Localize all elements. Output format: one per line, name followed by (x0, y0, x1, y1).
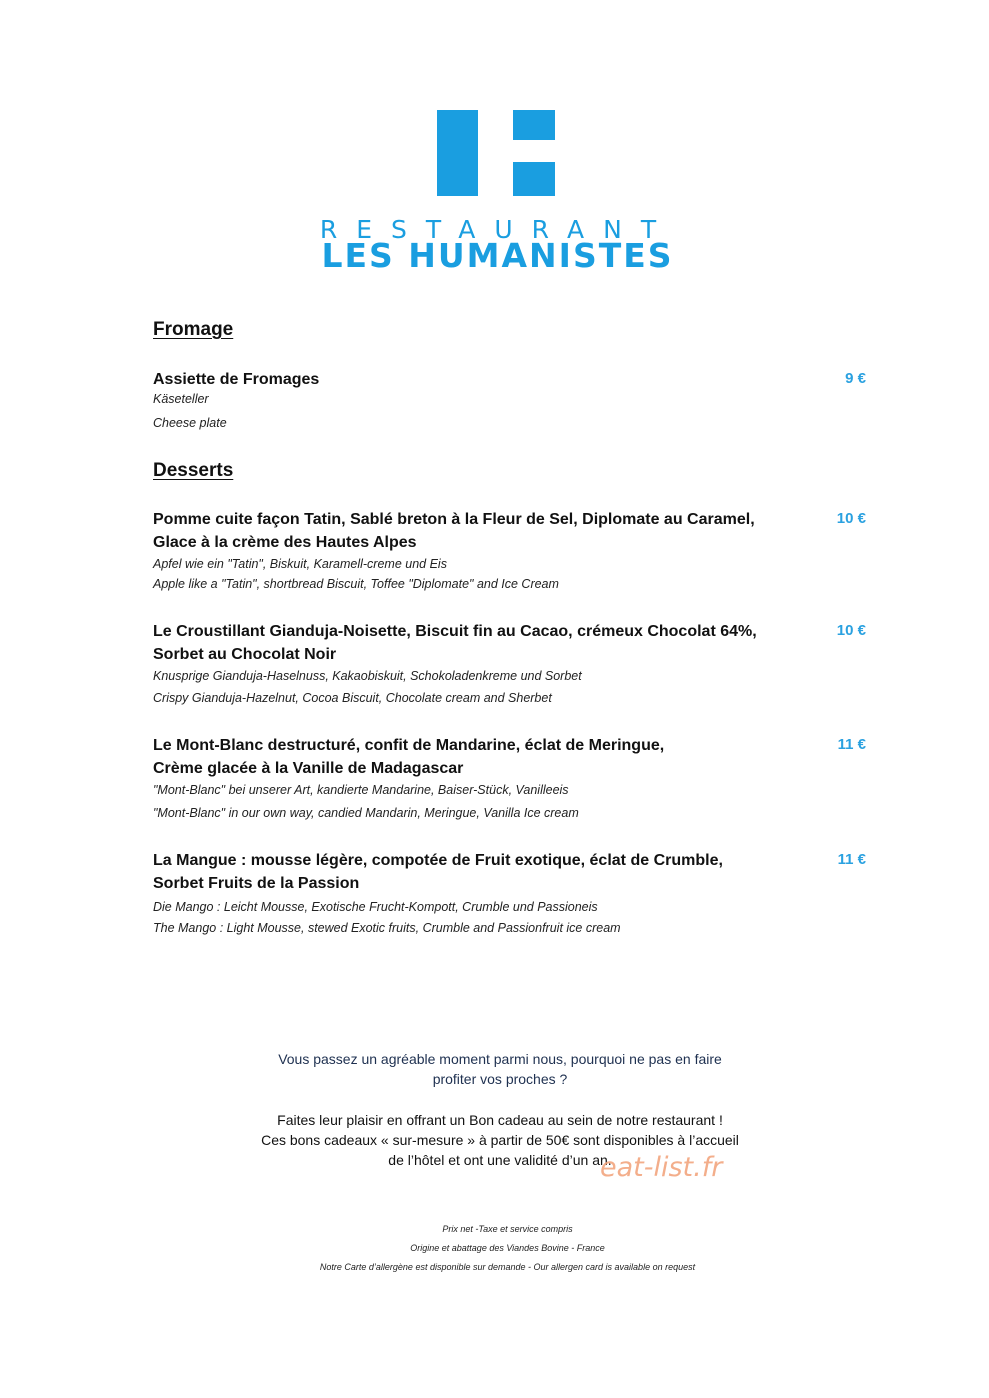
section-title-desserts: Desserts (153, 460, 234, 481)
dish-name (153, 849, 793, 895)
gift-invitation-line: profiter vos proches ? (432, 1071, 568, 1087)
dish-translation-de: Käseteller (153, 392, 209, 406)
logo-h-icon (437, 110, 555, 196)
dish-name (153, 620, 793, 666)
dish-name-line: Pomme cuite façon Tatin, Sablé breton à la Fleur de Sel, Diplomate au Caramel, (153, 511, 755, 528)
dish-translation-en: The Mango : Light Mousse, stewed Exotic fruits, Crumble and Passionfruit ice cream (153, 921, 621, 935)
legal-allergen-note: Notre Carte d’allergène est disponible sur demande - Our allergen card is available on request (319, 1262, 696, 1272)
gift-card-line: Ces bons cadeaux « sur-mesure » à partir de 50€ sont disponibles à l’accueil (261, 1132, 739, 1148)
dish-translation-en: "Mont-Blanc" in our own way, candied Mandarin, Meringue, Vanilla Ice cream (153, 806, 579, 820)
brand-line-name: LES HUMANISTES (321, 236, 674, 275)
dish-translation-en: Cheese plate (153, 416, 227, 430)
gift-card-line: de l’hôtel et ont une validité d’un an. (388, 1152, 612, 1168)
gift-card-line: Faites leur plaisir en offrant un Bon cadeau au sein de notre restaurant ! (277, 1112, 723, 1128)
dish-price: 11 € (837, 736, 866, 753)
dish-name-line: Le Croustillant Gianduja-Noisette, Biscuit fin au Cacao, crémeux Chocolat 64%, (153, 623, 757, 640)
legal-origin-note: Origine et abattage des Viandes Bovine - France (410, 1243, 605, 1253)
dish-name-line: La Mangue : mousse légère, compotée de Fruit exotique, éclat de Crumble, (153, 852, 723, 869)
dish-name (153, 508, 793, 554)
legal-price-note: Prix net -Taxe et service compris (442, 1224, 573, 1234)
dish-translation-de: Die Mango : Leicht Mousse, Exotische Frucht-Kompott, Crumble und Passioneis (153, 900, 598, 914)
brand-line-restaurant: RESTAURANT (319, 215, 676, 244)
dish-price: 10 € (836, 622, 866, 639)
section-title-fromage: Fromage (153, 319, 234, 340)
gift-invitation-line: Vous passez un agréable moment parmi nous, pourquoi ne pas en faire (278, 1051, 722, 1067)
dish-name-line: Sorbet au Chocolat Noir (153, 646, 337, 663)
dish-translation-de: Apfel wie ein "Tatin", Biskuit, Karamell-creme und Eis (153, 557, 447, 571)
dish-name (153, 734, 793, 780)
dish-translation-de: Knusprige Gianduja-Haselnuss, Kakaobiskuit, Schokoladenkreme und Sorbet (153, 669, 582, 683)
dish-price: 11 € (837, 851, 866, 868)
dish-price: 9 € (845, 370, 866, 387)
dish-name-line: Crème glacée à la Vanille de Madagascar (153, 760, 464, 777)
watermark: eat-list.fr (600, 1152, 723, 1183)
dish-name-line: Sorbet Fruits de la Passion (153, 875, 360, 892)
dish-name-line: Le Mont-Blanc destructuré, confit de Mandarine, éclat de Meringue, (153, 737, 665, 754)
gift-invitation-text (200, 1049, 800, 1089)
dish-translation-en: Apple like a "Tatin", shortbread Biscuit, Toffee "Diplomate" and Ice Cream (153, 577, 559, 591)
dish-name: Assiette de Fromages (153, 371, 320, 388)
dish-translation-de: "Mont-Blanc" bei unserer Art, kandierte Mandarine, Baiser-Stück, Vanilleeis (153, 783, 569, 797)
dish-price: 10 € (836, 510, 866, 527)
dish-translation-en: Crispy Gianduja-Hazelnut, Cocoa Biscuit, Chocolate cream and Sherbet (153, 691, 552, 705)
dish-name-line: Glace à la crème des Hautes Alpes (153, 534, 417, 551)
